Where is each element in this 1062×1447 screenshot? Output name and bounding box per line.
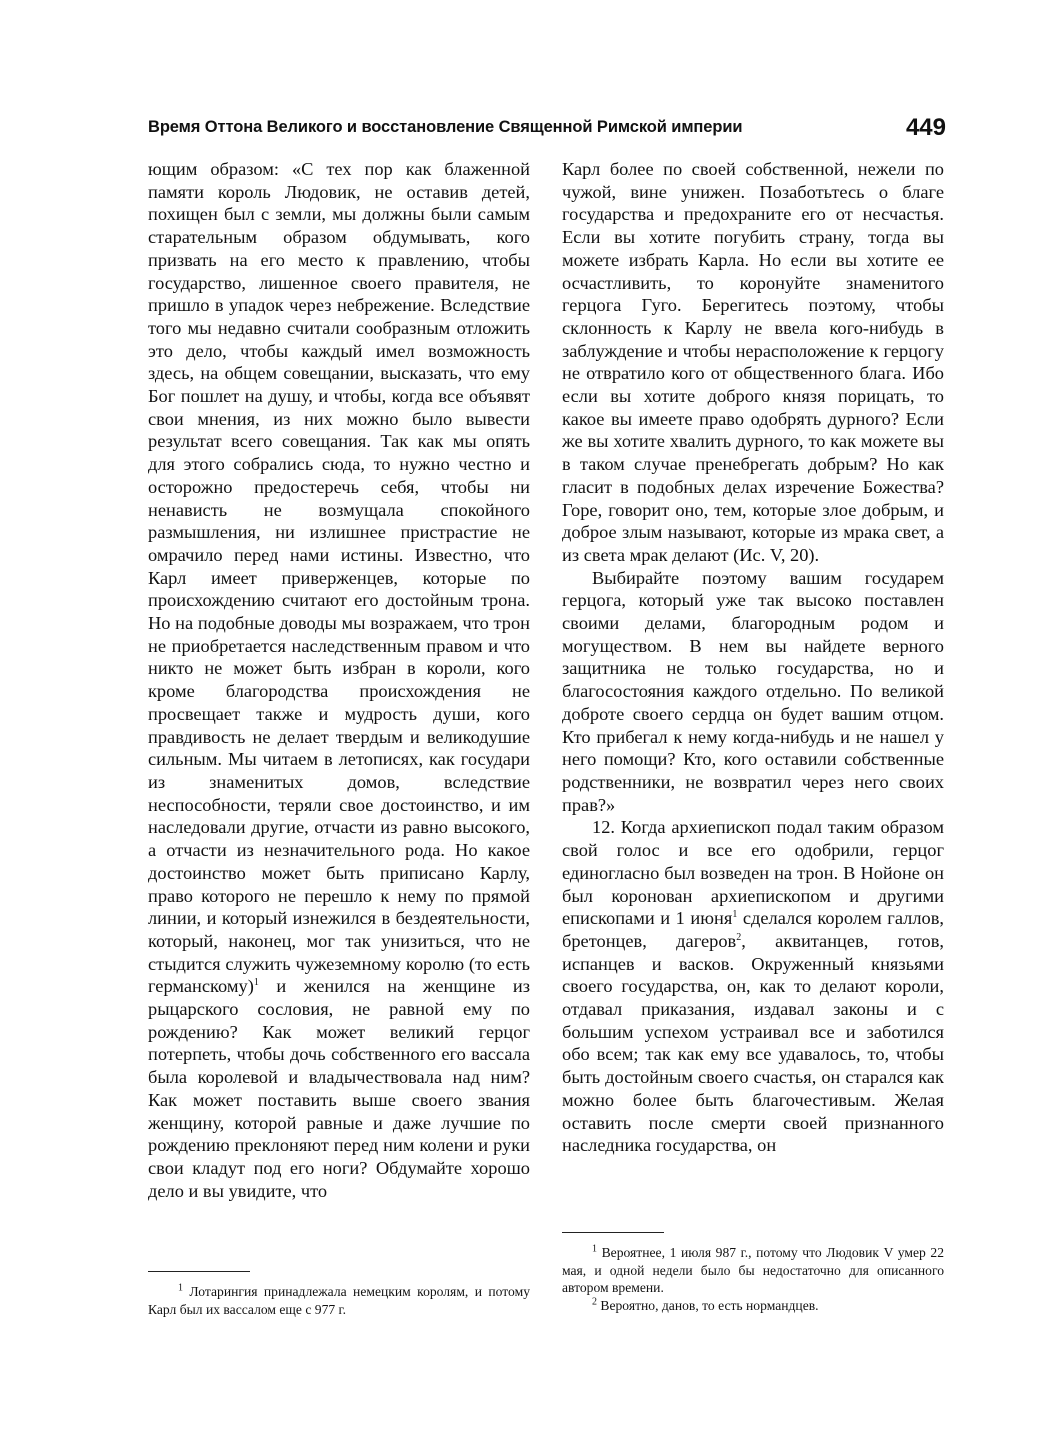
right-column	[562, 158, 944, 1157]
footnote	[562, 1244, 944, 1297]
footnote-ref: 1	[732, 909, 738, 921]
page-header	[148, 114, 946, 150]
page-number: 449	[905, 114, 946, 141]
footnote-divider	[148, 1271, 250, 1272]
paragraph	[148, 158, 530, 1202]
left-column	[148, 158, 530, 1202]
footnote	[148, 1283, 530, 1318]
footnotes-right	[562, 1244, 944, 1314]
footnote-mark: 1	[592, 1243, 597, 1255]
paragraph: Выбирайте поэтому вашим государем герцога, который уже так высоко поставлен своими делами, благородным родом и могуществом. В нем вы найдете верного защитника не только государства, но и благосостояния каждого отдельно. По великой доброте своего сердца он будет вашим отцом. Кто прибегал к нему когда-нибудь и не нашел у него помощи? Кто, кого оставили собственные родственники, не возвратил через него своих прав?»	[562, 567, 944, 815]
footnote-mark: 1	[178, 1282, 183, 1294]
footnote-ref: 1	[253, 977, 259, 989]
footnote-mark: 2	[592, 1295, 597, 1307]
footnote-text: Вероятнее, 1 июля 987 г., потому что Людовик V умер 22 мая, и одной недели было бы недостаточно для описанного автором времени.	[562, 1245, 944, 1295]
paragraph-text: сделался королем галлов, бретонцев, дагеров	[562, 908, 945, 951]
paragraph	[562, 816, 944, 1157]
paragraph-text: 12. Когда архиепископ подал таким образом свой голос и все его одобрили, герцог единогласно был возведен на трон. В Нойоне он был коронован архиепископом и другими епископами и 1 июня	[562, 817, 944, 929]
footnote	[562, 1297, 944, 1315]
paragraph-text: ющим образом: «С тех пор как блаженной памяти король Людовик, не оставив детей, похищен был с земли, мы должны были самым старательным образом обдумывать, кого призвать на его место к правлению, чтобы государство, лишенное своего правителя, не пришло в упадок через небрежение. Вследствие того мы недавно считали сообразным отложить это дело, чтобы каждый имел возможность здесь, на общем совещании, высказать, что ему Бог пошлет на душу, и чтобы, когда все объявят свои мнения, из них можно было вывести результат всего совещания. Так как мы опять для этого собрались сюда, то нужно честно и осторожно предостеречь себя, чтобы ни ненависть не возмущала спокойного размышления, ни излишнее пристрастие не омрачило перед нами истины. Известно, что Карл имеет приверженцев, которые по происхождению считают его достойным трона. Но на подобные доводы мы возражаем, что трон не приобретается наследственным правом и что никто не может быть избран в короли, кого кроме благородства происхождения не просвещает также и мудрость души, кого правдивость не делает твердым и великодушие сильным. Мы читаем в летописях, как государи из знаменитых домов, вследствие неспособности, теряли свое достоинство, и им наследовали другие, отчасти из равно высокого, а отчасти из незначительного рода. Но какое достоинство может быть приписано Карлу, право которого не перешло к нему по прямой линии, и который изнежился в бездеятельности, который, наконец, мог так унизиться, что не стыдится служить чужеземному королю (то есть германскому)	[148, 159, 530, 997]
footnote-ref: 2	[736, 931, 742, 943]
footnote-text: Лотарингия принадлежала немецким королям, и потому Карл был их вассалом еще с 977 г.	[148, 1284, 530, 1317]
footnote-divider	[562, 1232, 664, 1233]
paragraph-text: , аквитанцев, готов, испанцев и васков. Окруженный князьями своего государства, он, как то делают короли, отдавал приказания, издавал законы и с большим успехом устраивал все и заботился обо всем; так как ему все удавалось, то, чтобы быть достойным своего счастья, он старался как можно более быть благочестивым. Желая оставить после смерти своей признанного наследника государства, он	[562, 930, 944, 1156]
paragraph-text: и женился на женщине из рыцарского сословия, не равной ему по рождению? Как может великий герцог потерпеть, чтобы дочь собственного его вассала была королевой и владычествовала над ним? Как может поставить выше своего звания женщину, которой равные и даже лучшие по рождению преклоняют перед ним колени и руки свои кладут под его ноги? Обдумайте хорошо дело и вы увидите, что	[148, 976, 530, 1201]
paragraph: Карл более по своей собственной, нежели по чужой, вине унижен. Позаботьтесь о благе государства и предохраните его от несчастья. Если вы хотите погубить страну, тогда вы можете избрать Карла. Но если вы хотите ее осчастливить, то коронуйте знаменитого герцога Гуго. Берегитесь поэтому, чтобы склонность к Карлу не ввела кого-нибудь в заблуждение и чтобы нерасположение к герцогу не отвратило кого от общественного блага. Ибо если вы хотите доброго князя порицать, то какое вы имеете право одобрять дурного? Если же вы хотите хвалить дурного, то как можете вы в таком случае пренебрегать добрым? Но как гласит в подобных делах изречение Божества? Горе, говорит оно, тем, которые злое добрым, и доброе злым называют, которые из мрака свет, а из света мрак делают (Ис. V, 20).	[562, 159, 944, 565]
footnotes-left	[148, 1283, 530, 1318]
running-title: Время Оттона Великого и восстановление Священной Римской империи	[148, 118, 743, 136]
footnote-text: Вероятно, данов, то есть нормандцев.	[597, 1297, 819, 1313]
